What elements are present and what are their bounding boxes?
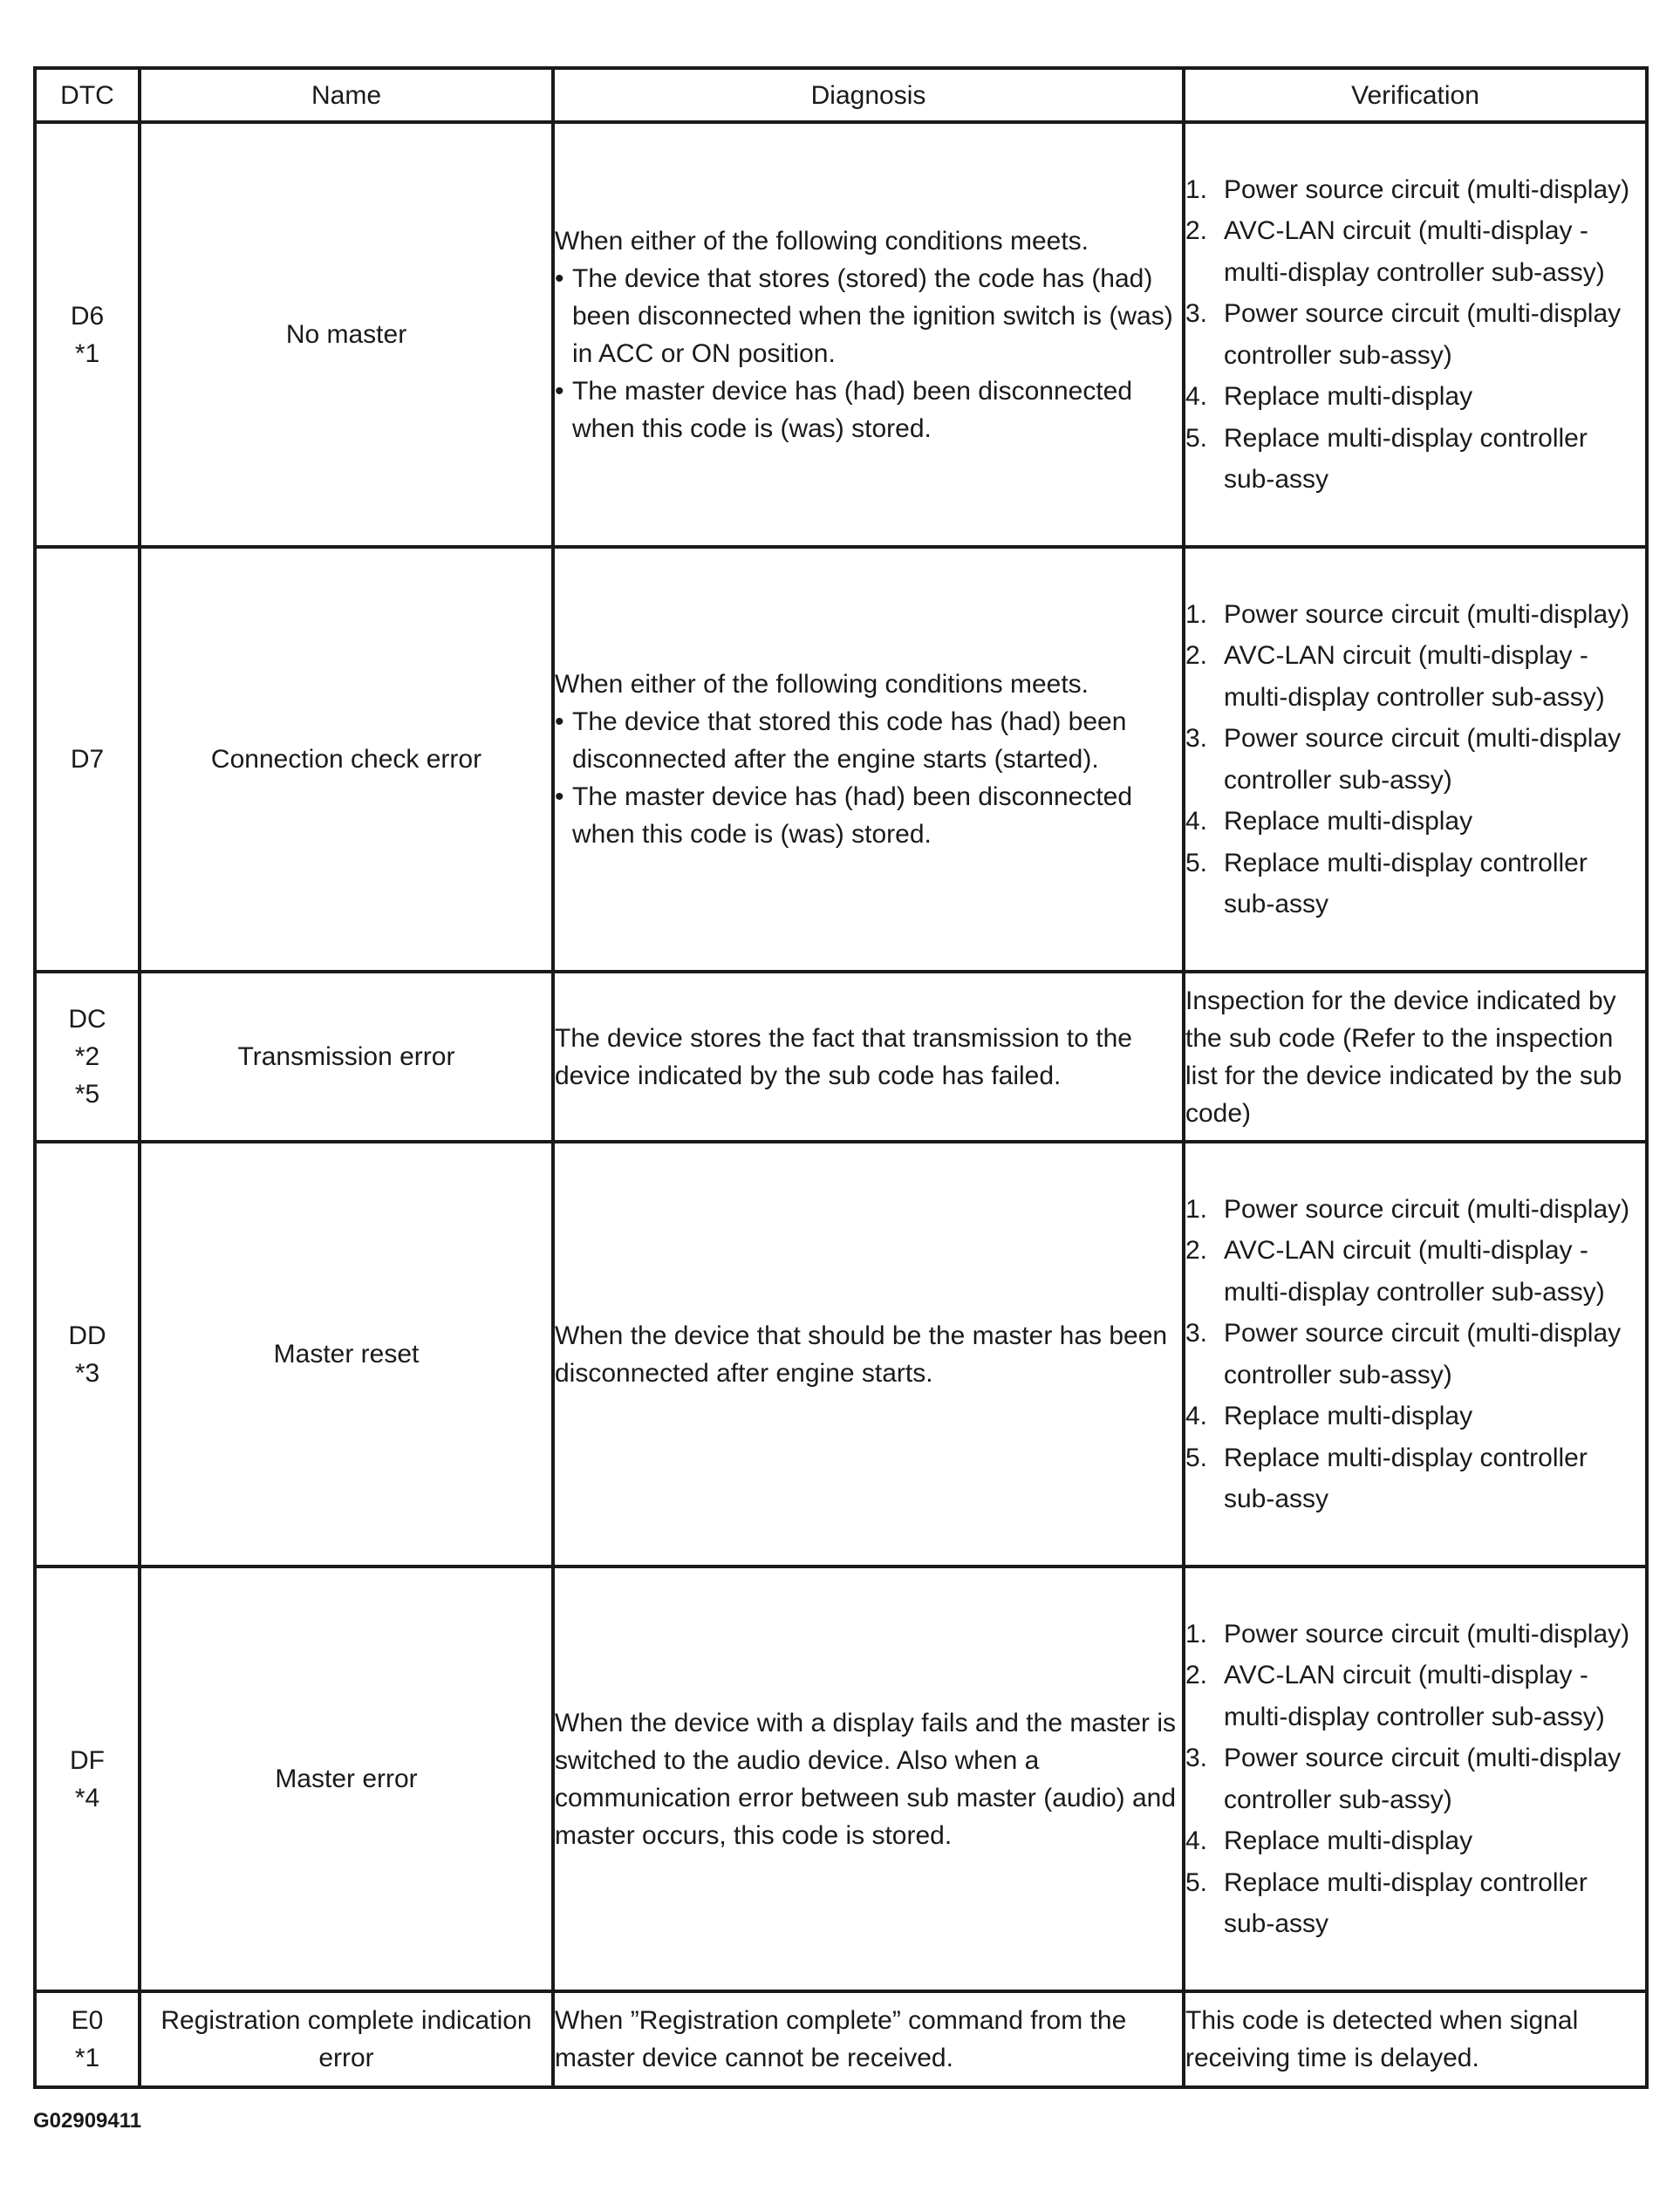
dtc-code (35, 547, 140, 972)
figure-id: G02909411 (33, 2109, 142, 2133)
diagnosis-bullet: • The master device has (had) been disconnected when this code is (was) stored. (555, 778, 1182, 853)
diagnosis-cell (553, 1567, 1184, 1991)
dtc-code (35, 972, 140, 1142)
diagnosis-bullet: • The master device has (had) been disconnected when this code is (was) stored. (555, 372, 1182, 447)
bullet-icon: • (555, 376, 564, 406)
diagnosis-cell (553, 1142, 1184, 1567)
diagnosis-text: When the device that should be the master has been disconnected after engine starts. (555, 1321, 1168, 1388)
diagnosis-cell (553, 547, 1184, 972)
verification-text: Inspection for the device indicated by the sub code (Refer to the inspection list for the device indicated by the sub code) (1185, 986, 1622, 1128)
verification-step: 5. Replace multi-display controller sub-assy (1185, 1867, 1588, 1938)
verification-cell (1184, 1142, 1647, 1567)
verification-cell (1184, 972, 1647, 1142)
diagnosis-cell (553, 1991, 1184, 2087)
verification-step: 2. AVC-LAN circuit (multi-display - multi-display controller sub-assy) (1185, 641, 1605, 712)
verification-step: 4. Replace multi-display (1185, 1826, 1473, 1855)
verification-step: 4. Replace multi-display (1185, 807, 1473, 836)
verification-step: 2. AVC-LAN circuit (multi-display - multi-display controller sub-assy) (1185, 1661, 1605, 1731)
dtc-name: Master reset (140, 1142, 553, 1567)
verification-step: 2. AVC-LAN circuit (multi-display - multi-display controller sub-assy) (1185, 216, 1605, 287)
dtc-code (35, 122, 140, 547)
diagnosis-bullet: • The device that stores (stored) the code has (had) been disconnected when the ignition switch is (was) in ACC or ON position. (555, 260, 1182, 372)
verification-list (1185, 594, 1645, 925)
table-header-row (35, 68, 1647, 122)
dtc-footnote-ref: *2 (74, 1042, 100, 1071)
header-diagnosis: Diagnosis (553, 68, 1184, 122)
verification-step: 5. Replace multi-display controller sub-assy (1185, 423, 1588, 494)
dtc-code (35, 1567, 140, 1991)
dtc-footnote-ref: *1 (74, 2044, 100, 2072)
verification-step: 5. Replace multi-display controller sub-assy (1185, 848, 1588, 918)
dtc-code-line: DD (68, 1321, 106, 1350)
dtc-code-line: E0 (71, 2006, 104, 2035)
header-dtc: DTC (35, 68, 140, 122)
verification-text: This code is detected when signal receiving time is delayed. (1185, 2006, 1579, 2072)
table-row (35, 547, 1647, 972)
verification-step: 1. Power source circuit (multi-display) (1185, 1194, 1630, 1224)
verification-cell (1184, 547, 1647, 972)
verification-step: 3. Power source circuit (multi-display controller sub-assy) (1185, 1319, 1622, 1389)
verification-step: 2. AVC-LAN circuit (multi-display - multi-display controller sub-assy) (1185, 1236, 1605, 1307)
diagnosis-cell (553, 972, 1184, 1142)
dtc-table (33, 66, 1649, 2089)
verification-step: 1. Power source circuit (multi-display) (1185, 1619, 1630, 1648)
verification-cell (1184, 1991, 1647, 2087)
diagnosis-text: The device stores the fact that transmission to the device indicated by the sub code has failed. (555, 1023, 1132, 1090)
dtc-code-line: D6 (70, 301, 105, 331)
dtc-name: Registration complete indication error (140, 1991, 553, 2087)
table-row (35, 972, 1647, 1142)
verification-list (1185, 1189, 1645, 1520)
bullet-icon: • (555, 782, 564, 811)
verification-cell (1184, 1567, 1647, 1991)
diagnosis-cell (553, 122, 1184, 547)
table-row (35, 1142, 1647, 1567)
diagnosis-intro: When either of the following conditions meets. (555, 226, 1089, 256)
verification-step: 3. Power source circuit (multi-display controller sub-assy) (1185, 299, 1622, 370)
verification-cell (1184, 122, 1647, 547)
diagnosis-intro: When either of the following conditions meets. (555, 670, 1089, 699)
verification-step: 4. Replace multi-display (1185, 1402, 1473, 1430)
diagnosis-text: When the device with a display fails and the master is switched to the audio device. Also when a communication error between sub master (audio) and master occurs, this code is stored. (555, 1708, 1177, 1850)
dtc-code-line: DF (70, 1745, 105, 1775)
dtc-code (35, 1142, 140, 1567)
verification-step: 5. Replace multi-display controller sub-assy (1185, 1443, 1588, 1513)
table-row (35, 122, 1647, 547)
bullet-icon: • (555, 707, 564, 736)
verification-step: 3. Power source circuit (multi-display controller sub-assy) (1185, 724, 1622, 795)
dtc-code-line: D7 (70, 745, 105, 774)
verification-step: 1. Power source circuit (multi-display) (1185, 599, 1630, 629)
verification-step: 1. Power source circuit (multi-display) (1185, 174, 1630, 204)
diagnosis-bullet: • The device that stored this code has (had) been disconnected after the engine starts (started). (555, 703, 1182, 778)
dtc-name: Transmission error (140, 972, 553, 1142)
header-name: Name (140, 68, 553, 122)
dtc-name: Connection check error (140, 547, 553, 972)
verification-step: 3. Power source circuit (multi-display controller sub-assy) (1185, 1744, 1622, 1814)
dtc-footnote-ref: *1 (74, 338, 100, 368)
dtc-name: No master (140, 122, 553, 547)
header-verification: Verification (1184, 68, 1647, 122)
dtc-code-line: DC (68, 1005, 106, 1034)
verification-list (1185, 1614, 1645, 1945)
dtc-code (35, 1991, 140, 2087)
dtc-footnote-ref: *5 (74, 1080, 100, 1109)
verification-step: 4. Replace multi-display (1185, 382, 1473, 411)
dtc-footnote-ref: *3 (74, 1358, 100, 1388)
bullet-icon: • (555, 263, 564, 293)
diagnosis-text: When ”Registration complete” command from the master device cannot be received. (555, 2006, 1127, 2072)
table-row (35, 1567, 1647, 1991)
verification-list (1185, 169, 1645, 501)
dtc-footnote-ref: *4 (74, 1783, 100, 1812)
dtc-name: Master error (140, 1567, 553, 1991)
table-row (35, 1991, 1647, 2087)
